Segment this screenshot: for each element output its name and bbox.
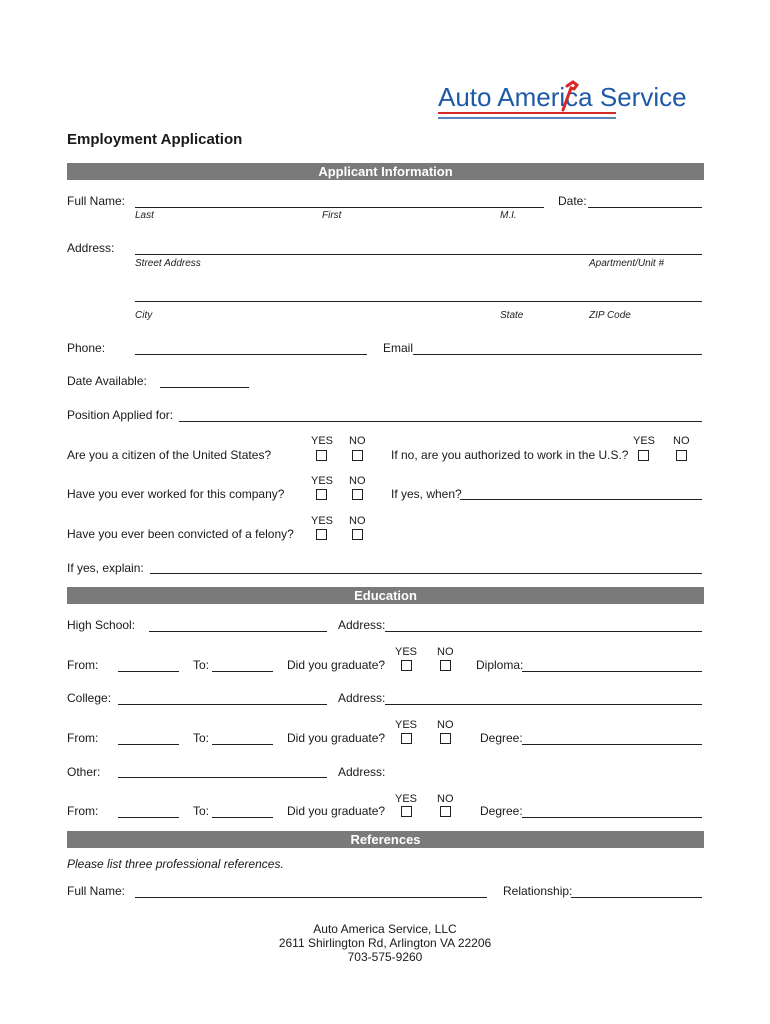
authorized-question: If no, are you authorized to work in the U.S.?	[391, 448, 629, 462]
city-caption: City	[135, 310, 153, 321]
other-to-label: To:	[193, 804, 210, 818]
mi-caption: M.I.	[500, 210, 517, 221]
college-from-label: From:	[67, 731, 99, 745]
yes-caption: YES	[395, 646, 418, 658]
other-graduate-yes-checkbox[interactable]	[401, 806, 412, 817]
logo-text: Auto America Service	[438, 82, 687, 112]
other-to-field[interactable]	[212, 817, 273, 818]
other-field[interactable]	[118, 777, 327, 778]
yes-caption: YES	[311, 435, 334, 447]
footer-address: 2611 Shirlington Rd, Arlington VA 22206	[278, 936, 492, 950]
high-school-graduate-no-checkbox[interactable]	[440, 660, 451, 671]
if-yes-explain-field[interactable]	[150, 573, 702, 574]
position-field[interactable]	[179, 421, 702, 422]
no-caption: NO	[349, 475, 366, 487]
relationship-label: Relationship:	[503, 884, 573, 898]
section-header-references: References	[67, 831, 704, 848]
company-logo	[434, 76, 704, 124]
felony-yes-checkbox[interactable]	[316, 529, 327, 540]
street-address-field[interactable]	[135, 254, 702, 255]
citizen-question: Are you a citizen of the United States?	[67, 448, 272, 462]
other-label: Other:	[67, 765, 101, 779]
high-school-to-label: To:	[193, 658, 210, 672]
yes-caption: YES	[311, 515, 334, 527]
college-degree-field[interactable]	[522, 744, 702, 745]
citizen-no-checkbox[interactable]	[352, 450, 363, 461]
other-from-field[interactable]	[118, 817, 179, 818]
apartment-caption: Apartment/Unit #	[589, 258, 665, 269]
high-school-from-field[interactable]	[118, 671, 179, 672]
reference-full-name-field[interactable]	[135, 897, 487, 898]
high-school-graduate-yes-checkbox[interactable]	[401, 660, 412, 671]
if-yes-explain-label: If yes, explain:	[67, 561, 144, 575]
no-caption: NO	[437, 793, 454, 805]
reference-full-name-label: Full Name:	[67, 884, 126, 898]
section-header-applicant: Applicant Information	[67, 163, 704, 180]
city-state-zip-field[interactable]	[135, 301, 702, 302]
worked-no-checkbox[interactable]	[352, 489, 363, 500]
yes-caption: YES	[395, 793, 418, 805]
references-instruction: Please list three professional references.	[67, 857, 284, 871]
email-label: Email	[383, 341, 414, 355]
worked-yes-checkbox[interactable]	[316, 489, 327, 500]
no-caption: NO	[673, 435, 690, 447]
worked-question: Have you ever worked for this company?	[67, 487, 285, 501]
footer-phone: 703-575-9260	[347, 950, 423, 964]
date-available-field[interactable]	[160, 387, 249, 388]
phone-field[interactable]	[135, 354, 367, 355]
date-label: Date:	[558, 194, 587, 208]
date-available-label: Date Available:	[67, 374, 147, 388]
high-school-from-label: From:	[67, 658, 99, 672]
first-caption: First	[322, 210, 342, 221]
date-field[interactable]	[588, 207, 702, 208]
felony-no-checkbox[interactable]	[352, 529, 363, 540]
other-from-label: From:	[67, 804, 99, 818]
diploma-field[interactable]	[522, 671, 702, 672]
no-caption: NO	[349, 435, 366, 447]
full-name-label: Full Name:	[67, 194, 126, 208]
other-graduate-question: Did you graduate?	[287, 804, 386, 818]
yes-caption: YES	[395, 719, 418, 731]
if-yes-when-label: If yes, when?	[391, 487, 462, 501]
page-title: Employment Application	[67, 131, 243, 148]
high-school-address-field[interactable]	[385, 631, 702, 632]
college-to-field[interactable]	[212, 744, 273, 745]
college-graduate-no-checkbox[interactable]	[440, 733, 451, 744]
other-address-label: Address:	[338, 765, 386, 779]
if-yes-when-field[interactable]	[460, 499, 702, 500]
position-label: Position Applied for:	[67, 408, 174, 422]
yes-caption: YES	[633, 435, 656, 447]
citizen-yes-checkbox[interactable]	[316, 450, 327, 461]
other-degree-label: Degree:	[480, 804, 523, 818]
phone-label: Phone:	[67, 341, 106, 355]
other-graduate-no-checkbox[interactable]	[440, 806, 451, 817]
college-address-label: Address:	[338, 691, 386, 705]
street-address-caption: Street Address	[135, 258, 201, 269]
yes-caption: YES	[311, 475, 334, 487]
college-graduate-yes-checkbox[interactable]	[401, 733, 412, 744]
high-school-to-field[interactable]	[212, 671, 273, 672]
authorized-yes-checkbox[interactable]	[638, 450, 649, 461]
address-label: Address:	[67, 241, 115, 255]
high-school-address-label: Address:	[338, 618, 386, 632]
college-label: College:	[67, 691, 112, 705]
no-caption: NO	[437, 719, 454, 731]
last-caption: Last	[135, 210, 154, 221]
state-caption: State	[500, 310, 524, 321]
college-field[interactable]	[118, 704, 327, 705]
high-school-label: High School:	[67, 618, 136, 632]
college-graduate-question: Did you graduate?	[287, 731, 386, 745]
section-header-education: Education	[67, 587, 704, 604]
diploma-label: Diploma:	[476, 658, 524, 672]
zip-caption: ZIP Code	[589, 310, 631, 321]
footer-company: Auto America Service, LLC	[313, 922, 457, 936]
no-caption: NO	[349, 515, 366, 527]
college-to-label: To:	[193, 731, 210, 745]
full-name-field[interactable]	[135, 207, 544, 208]
college-degree-label: Degree:	[480, 731, 523, 745]
felony-question: Have you ever been convicted of a felony?	[67, 527, 294, 541]
email-field[interactable]	[413, 354, 702, 355]
college-from-field[interactable]	[118, 744, 179, 745]
no-caption: NO	[437, 646, 454, 658]
authorized-no-checkbox[interactable]	[676, 450, 687, 461]
relationship-field[interactable]	[571, 897, 702, 898]
high-school-graduate-question: Did you graduate?	[287, 658, 386, 672]
college-address-field[interactable]	[385, 704, 702, 705]
other-degree-field[interactable]	[522, 817, 702, 818]
high-school-field[interactable]	[149, 631, 327, 632]
